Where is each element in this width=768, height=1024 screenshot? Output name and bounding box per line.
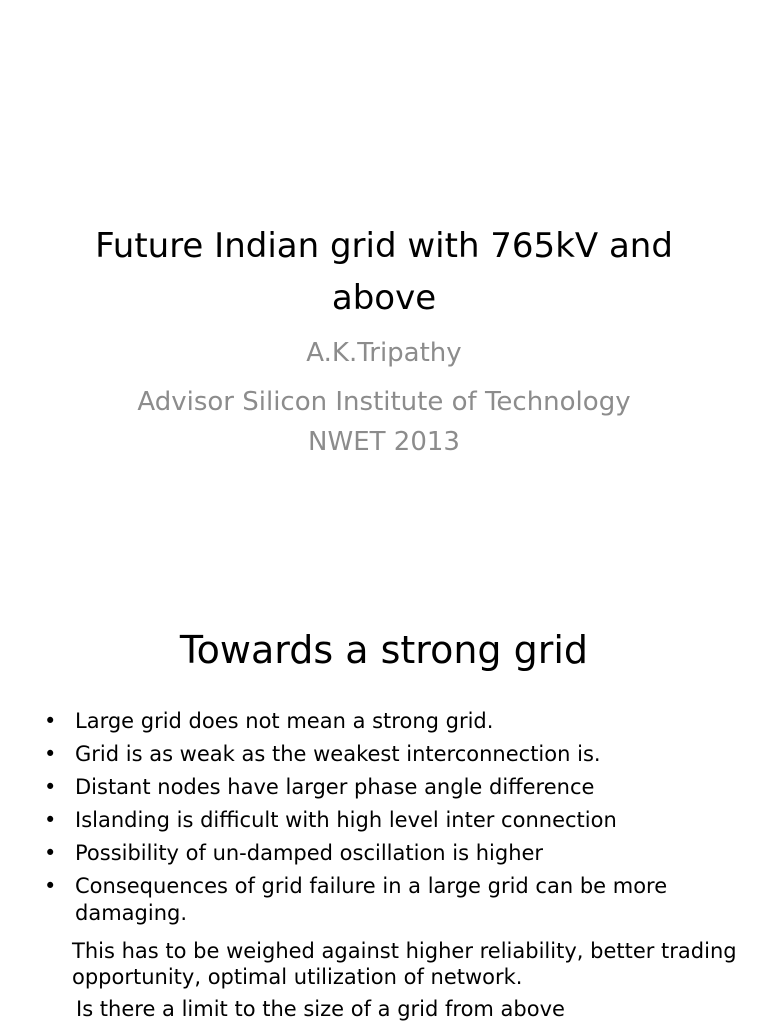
list-item bbox=[44, 741, 734, 768]
bullet-text: Islanding is difficult with high level inter connection bbox=[75, 808, 617, 832]
bullet-icon: • bbox=[44, 874, 57, 898]
note-paragraph: This has to be weighed against higher reliability, better trading opportunity, optimal utilization of network. bbox=[72, 939, 737, 989]
slide-strong-grid bbox=[0, 576, 768, 1024]
slide-heading: Towards a strong grid bbox=[179, 628, 589, 672]
bullet-text: Consequences of grid failure in a large grid can be more damaging. bbox=[75, 874, 668, 925]
bullet-list bbox=[44, 708, 734, 933]
bullet-text: Grid is as weak as the weakest interconnection is. bbox=[75, 742, 601, 766]
list-item bbox=[44, 840, 734, 867]
list-item bbox=[44, 807, 734, 834]
bullet-text: Possibility of un-damped oscillation is higher bbox=[75, 841, 544, 865]
list-item bbox=[44, 774, 734, 801]
author-affiliation: Advisor Silicon Institute of Technology NWET 2013 bbox=[137, 387, 631, 457]
bullet-icon: • bbox=[44, 709, 57, 733]
slide-title-heading: Future Indian grid with 765kV and above bbox=[95, 226, 673, 318]
bullet-icon: • bbox=[44, 775, 57, 799]
bullet-icon: • bbox=[44, 841, 57, 865]
bullet-icon: • bbox=[44, 742, 57, 766]
note-question: Is there a limit to the size of a grid from above bbox=[76, 997, 565, 1021]
bullet-text: Distant nodes have larger phase angle difference bbox=[75, 775, 595, 799]
author-name: A.K.Tripathy bbox=[306, 338, 462, 368]
list-item bbox=[44, 873, 734, 927]
list-item bbox=[44, 708, 734, 735]
bullet-icon: • bbox=[44, 808, 57, 832]
bullet-text: Large grid does not mean a strong grid. bbox=[75, 709, 494, 733]
